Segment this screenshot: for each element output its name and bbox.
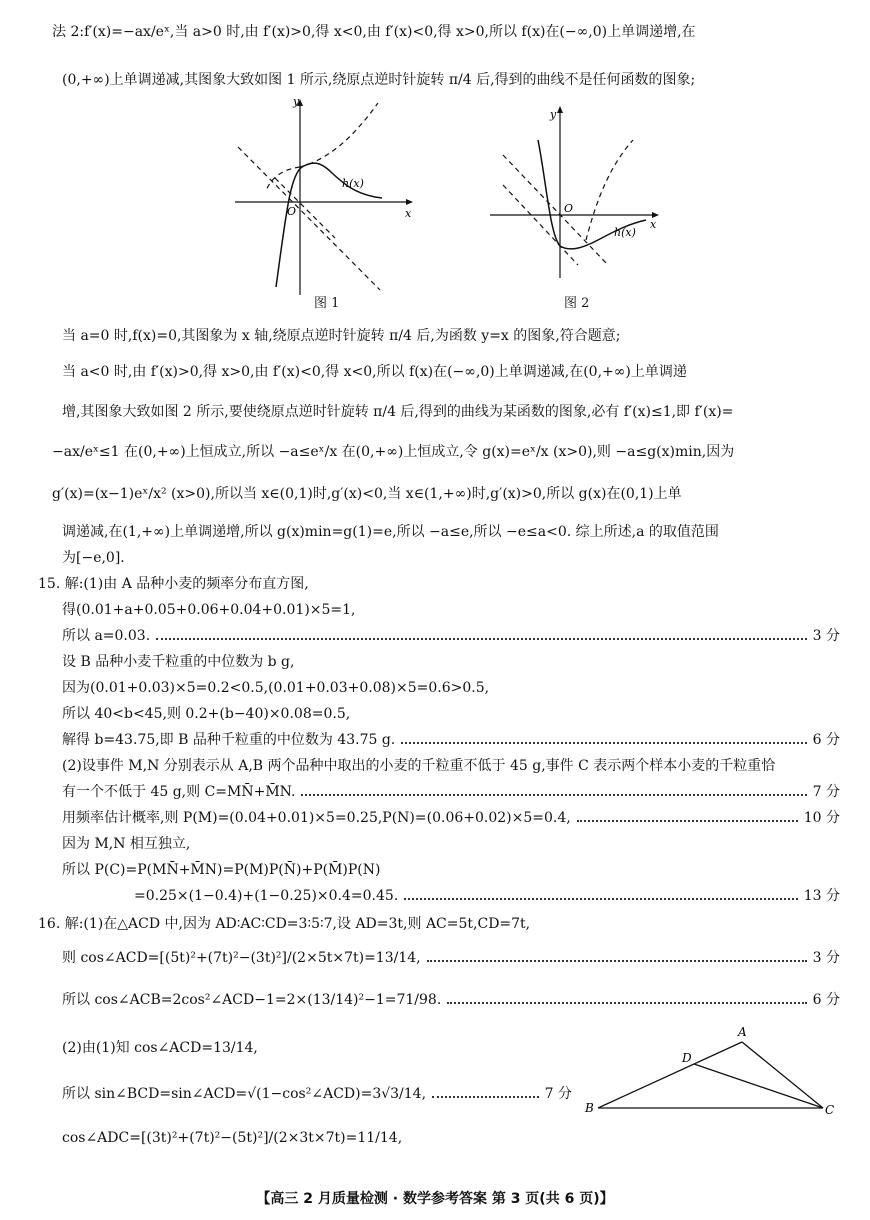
- q16-line6: cos∠ADC=[(3t)²+(7t)²−(5t)²]/(2×3t×7t)=11/14,: [62, 1130, 403, 1146]
- vertex-D-label: D: [682, 1051, 692, 1065]
- q15-line10: [62, 808, 840, 828]
- case-neg-line5: 调递减,在(1,+∞)上单调递增,所以 g(x)min=g(1)=e,所以 −a≤e,所以 −e≤a<0. 综上所述,a 的取值范围: [62, 524, 719, 540]
- vertex-C-label: C: [825, 1103, 835, 1117]
- q15-score-7: 7 分: [812, 784, 840, 800]
- segment-BA: [598, 1042, 742, 1108]
- fig2-x-label: x: [650, 218, 657, 231]
- q16-line5-text: 所以 sin∠BCD=sin∠ACD=√(1−cos²∠ACD)=3√3/14,: [62, 1086, 427, 1102]
- vertex-B-label: B: [585, 1101, 594, 1115]
- q16-score-6: 6 分: [812, 992, 840, 1008]
- fig1-curve: [276, 163, 382, 287]
- fig2-curve-label: h(x): [614, 226, 636, 239]
- q16-line1: 16. 解:(1)在△ACD 中,因为 AD∶AC∶CD=3∶5∶7,设 AD=3t,则 AC=5t,CD=7t,: [38, 916, 531, 932]
- q15-line12: 所以 P(C)=P(MN̄+M̄N)=P(M)P(N̄)+P(M̄)P(N): [62, 862, 381, 878]
- q15-line13: [134, 886, 840, 906]
- q16-line3-text: 所以 cos∠ACB=2cos²∠ACD−1=2×(13/14)²−1=71/98.: [62, 992, 442, 1008]
- q15-line8: (2)设事件 M,N 分别表示从 A,B 两个品种中取出的小麦的千粒重不低于 45 g,事件 C 表示两个样本小麦的千粒重恰: [62, 758, 776, 774]
- q15-line7: [62, 730, 840, 750]
- fig1-curve-label: h(x): [342, 177, 364, 190]
- fig1-dashed-curve: [300, 103, 378, 167]
- case-neg-line6: 为[−e,0].: [62, 550, 125, 566]
- fig1-y-label: y: [293, 95, 300, 108]
- q15-line3-text: 所以 a=0.03.: [62, 628, 151, 644]
- method2-line1: 法 2:f′(x)=−ax/eˣ,当 a>0 时,由 f′(x)>0,得 x<0,由 f′(x)<0,得 x>0,所以 f(x)在(−∞,0)上单调递增,在: [52, 24, 696, 40]
- q15-line9-text: 有一个不低于 45 g,则 C=MN̄+M̄N.: [62, 784, 296, 800]
- fig1-caption: 图 1: [314, 296, 340, 311]
- q15-line2: 得(0.01+a+0.05+0.06+0.04+0.01)×5=1,: [62, 602, 356, 618]
- case-neg-line3: −ax/eˣ≤1 在(0,+∞)上恒成立,所以 −a≤eˣ/x 在(0,+∞)上恒成立,令 g(x)=eˣ/x (x>0),则 −a≤g(x)min,因为: [52, 444, 735, 460]
- q15-score-3: 3 分: [812, 628, 840, 644]
- q16-score-3: 3 分: [812, 950, 840, 966]
- q16-line3: [62, 990, 840, 1010]
- fig1-dashed-line-1: [238, 147, 380, 290]
- q15-score-6: 6 分: [812, 732, 840, 748]
- case-neg-line1: 当 a<0 时,由 f′(x)>0,得 x>0,由 f′(x)<0,得 x<0,所以 f(x)在(−∞,0)上单调递减,在(0,+∞)上单调递: [62, 364, 687, 380]
- method2-line2: (0,+∞)上单调递减,其图象大致如图 1 所示,绕原点逆时针旋转 π/4 后,得到的曲线不是任何函数的图象;: [62, 72, 696, 88]
- q15-line4: 设 B 品种小麦千粒重的中位数为 b g,: [62, 654, 295, 670]
- q15-line11: 因为 M,N 相互独立,: [62, 836, 191, 852]
- figure-1: [230, 95, 420, 300]
- case-neg-line2: 增,其图象大致如图 2 所示,要使绕原点逆时针旋转 π/4 后,得到的曲线为某函数的图象,必有 f′(x)≤1,即 f′(x)=: [62, 404, 734, 420]
- case-neg-line4: g′(x)=(x−1)eˣ/x² (x>0),所以当 x∈(0,1)时,g′(x)<0,当 x∈(1,+∞)时,g′(x)>0,所以 g(x)在(0,1)上单: [52, 486, 682, 502]
- q15-score-10: 10 分: [803, 810, 840, 826]
- vertex-A-label: A: [738, 1025, 747, 1039]
- q15-line3: [62, 626, 840, 646]
- fig2-dashed-line-2: [503, 185, 578, 265]
- segment-DC: [694, 1064, 823, 1108]
- q15-line13-text: =0.25×(1−0.4)+(1−0.25)×0.4=0.45.: [134, 888, 399, 904]
- triangle-figure: [580, 1020, 840, 1120]
- page-footer: 【高三 2 月质量检测 · 数学参考答案 第 3 页(共 6 页)】: [256, 1191, 614, 1207]
- figure-2: [488, 100, 663, 280]
- q15-line10-text: 用频率估计概率,则 P(M)=(0.04+0.01)×5=0.25,P(N)=(0.06+0.02)×5=0.4,: [62, 810, 571, 826]
- q16-line2: [62, 948, 840, 968]
- fig2-dashed-curve: [586, 140, 633, 240]
- segment-AC: [742, 1042, 823, 1108]
- q16-line4: (2)由(1)知 cos∠ACD=13/14,: [62, 1040, 258, 1056]
- fig2-dashed-line-1: [503, 155, 608, 265]
- q16-score-7: 7 分: [544, 1086, 572, 1102]
- fig1-x-label: x: [405, 207, 412, 220]
- fig2-y-label: y: [550, 108, 557, 121]
- q16-line2-text: 则 cos∠ACD=[(5t)²+(7t)²−(3t)²]/(2×5t×7t)=13/14,: [62, 950, 421, 966]
- q15-line7-text: 解得 b=43.75,即 B 品种千粒重的中位数为 43.75 g.: [62, 732, 396, 748]
- q15-line6: 所以 40<b<45,则 0.2+(b−40)×0.08=0.5,: [62, 706, 351, 722]
- q16-line5: [62, 1084, 572, 1104]
- q15-line9: [62, 782, 840, 802]
- q15-line1: 15. 解:(1)由 A 品种小麦的频率分布直方图,: [38, 576, 309, 592]
- q15-line5: 因为(0.01+0.03)×5=0.2<0.5,(0.01+0.03+0.08)×5=0.6>0.5,: [62, 680, 490, 696]
- fig2-caption: 图 2: [564, 296, 590, 311]
- q15-score-13: 13 分: [803, 888, 840, 904]
- fig2-origin: O: [564, 202, 574, 215]
- case-zero: 当 a=0 时,f(x)=0,其图象为 x 轴,绕原点逆时针旋转 π/4 后,为函数 y=x 的图象,符合题意;: [62, 328, 621, 344]
- fig1-origin: O: [287, 205, 297, 218]
